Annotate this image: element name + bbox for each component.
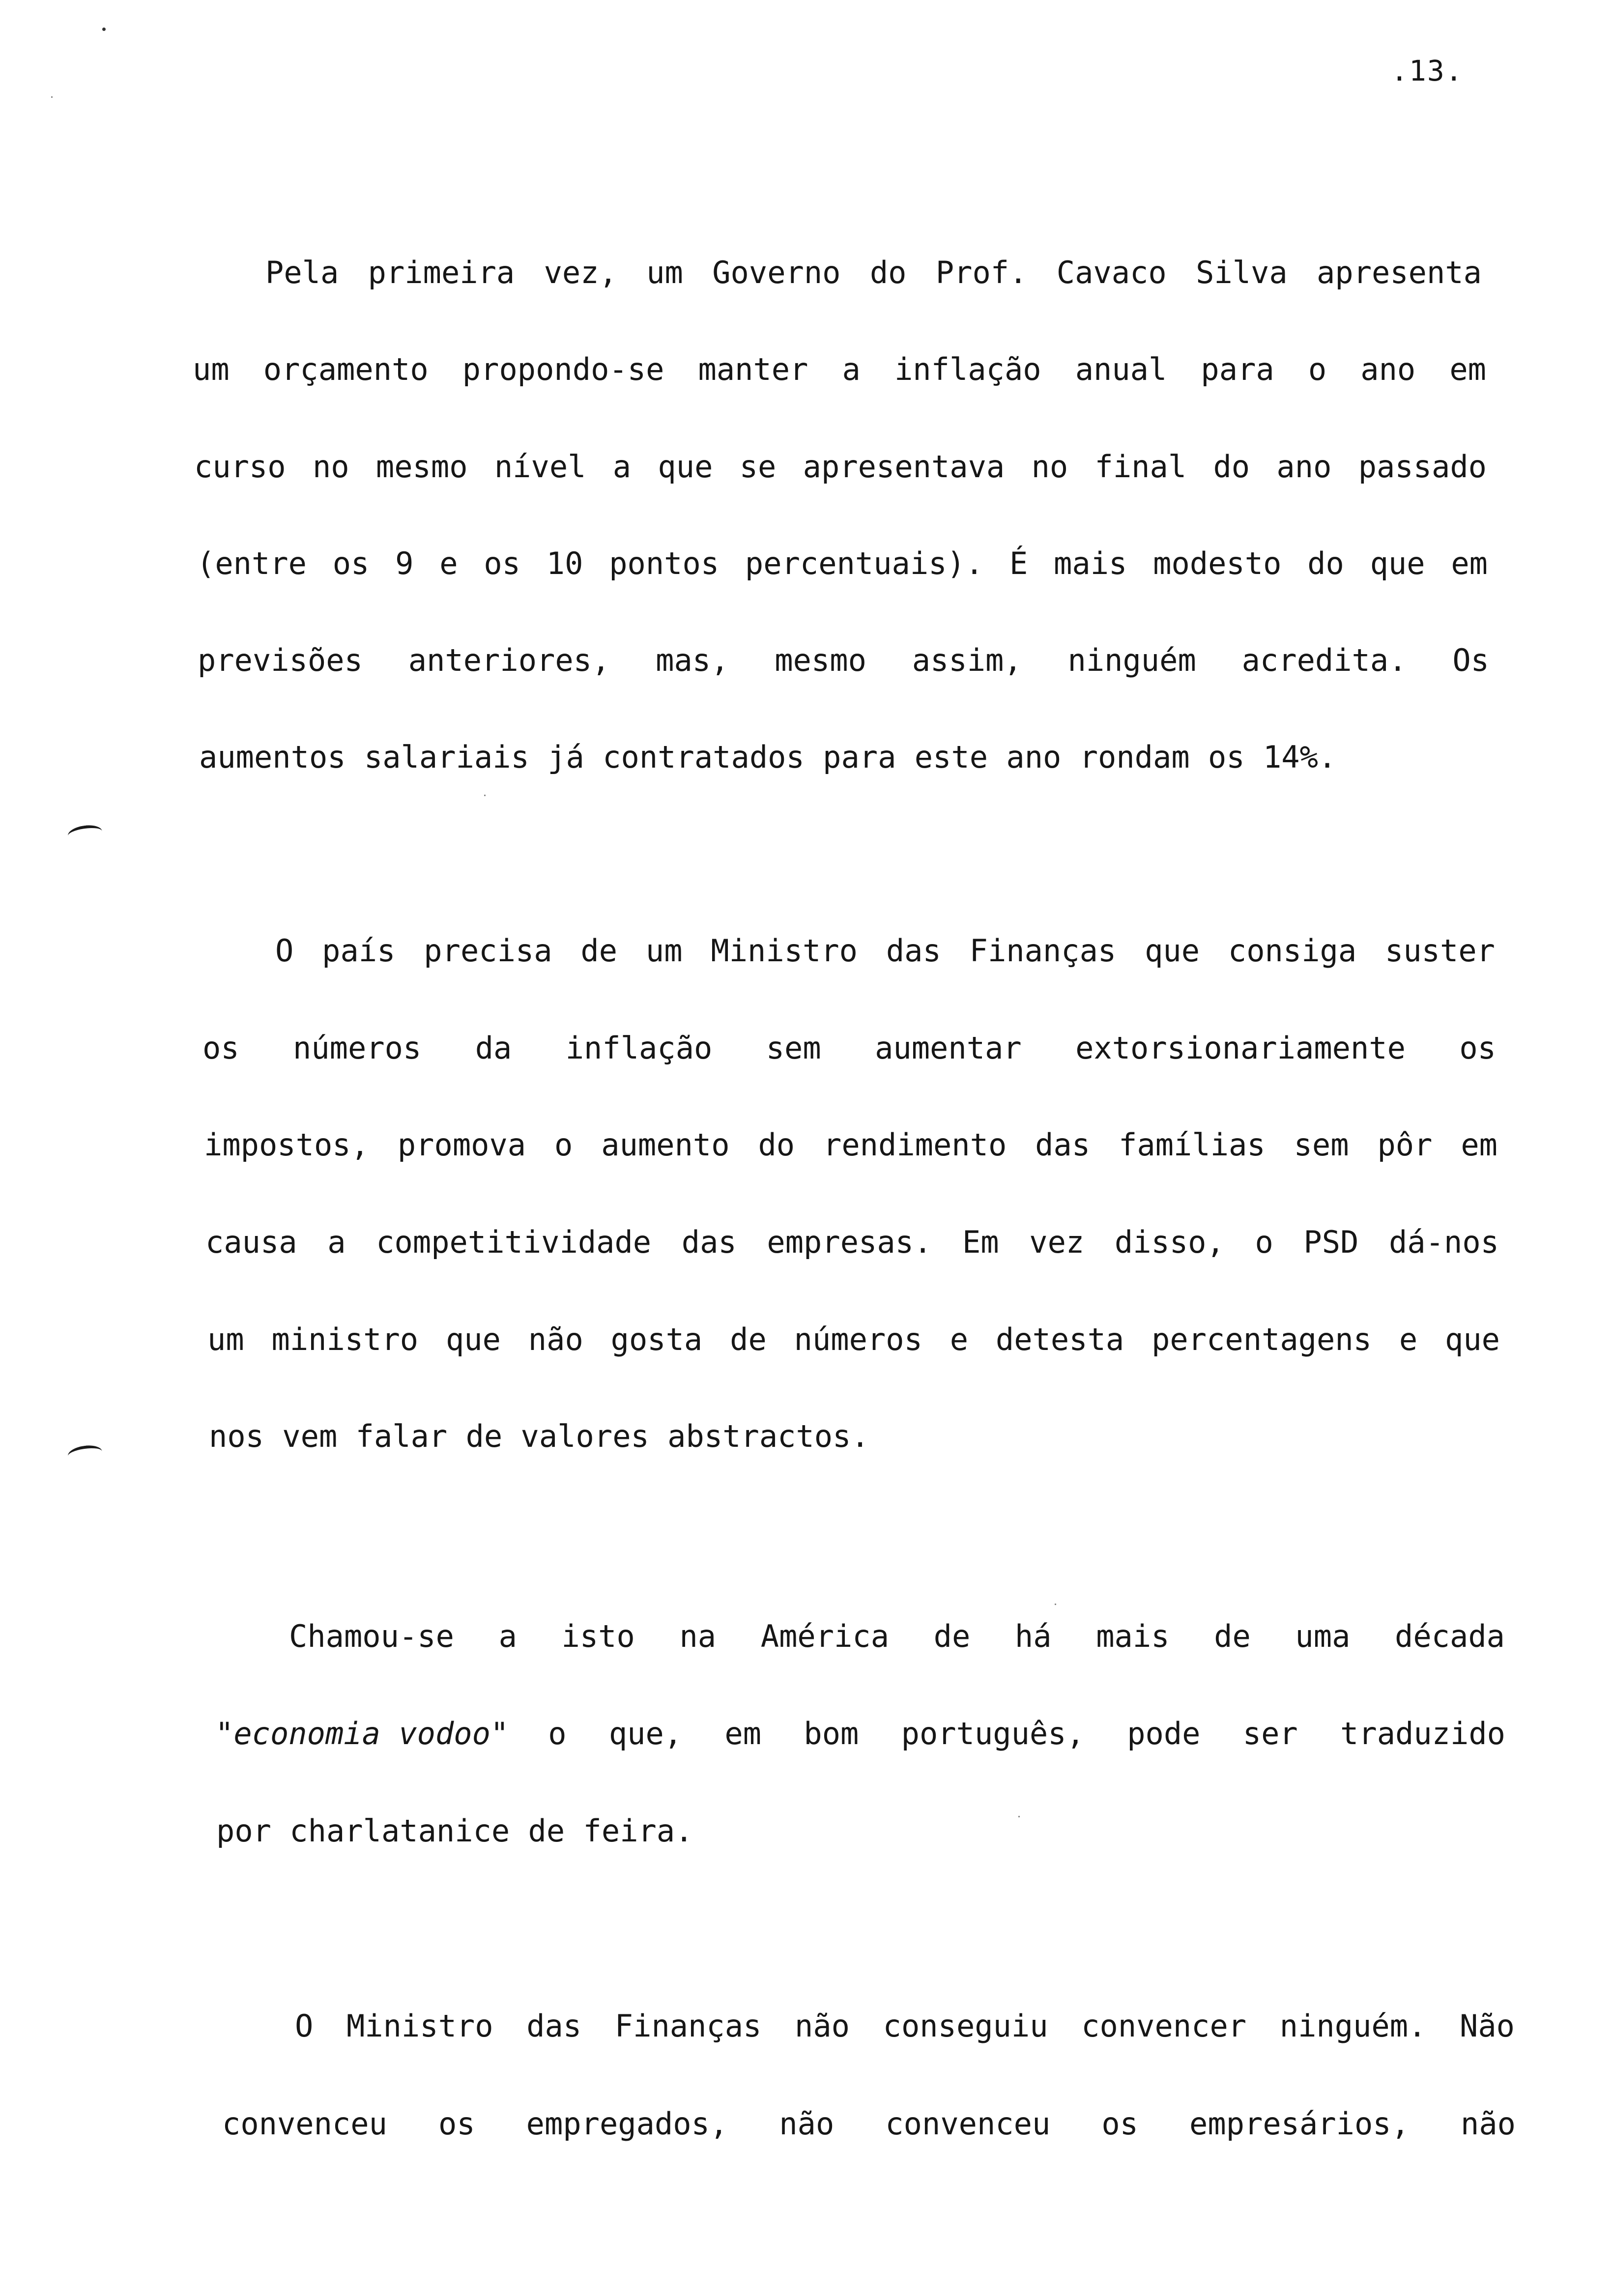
binder-mark [67,1443,103,1464]
text-line: aumentos salariais já contratados para este ano rondam os 14%. [199,739,1337,775]
text-line: (entre os 9 e os 10 pontos percentuais). É mais modesto do que em [197,545,1488,581]
text-line: um ministro que não gosta de números e detesta percentagens e que [207,1321,1500,1357]
italic-phrase: "economia vodoo" [215,1716,509,1751]
text-line: os números da inflação sem aumentar extorsionariamente os [202,1030,1496,1066]
binder-mark [67,823,103,843]
text-line: por charlatanice de feira. [216,1813,693,1849]
text-line: previsões anteriores, mas, mesmo assim, ninguém acredita. Os [198,642,1489,678]
text-line: O país precisa de um Ministro das Finanças que consiga suster [275,933,1495,969]
scan-speck [1055,1604,1056,1605]
text-line: um orçamento propondo-se manter a inflação anual para o ano em [193,351,1486,387]
text-line: convenceu os empregados, não convenceu os empresários, não [222,2106,1516,2142]
scan-speck [1018,1816,1020,1817]
text-line: O Ministro das Finanças não conseguiu convencer ninguém. Não [295,2008,1515,2044]
text-line: Pela primeira vez, um Governo do Prof. Cavaco Silva apresenta [265,255,1482,290]
scan-speck [484,795,486,796]
text-line: Chamou-se a isto na América de há mais de uma década [289,1618,1505,1654]
text-line: curso no mesmo nível a que se apresentava no final do ano passado [194,449,1487,485]
page-number: .13. [1391,54,1464,87]
scan-speck [51,96,53,98]
scan-speck [102,28,106,31]
text-line: causa a competitividade das empresas. Em vez disso, o PSD dá-nos [205,1224,1499,1260]
text-line: impostos, promova o aumento do rendimento das famílias sem pôr em [204,1127,1497,1163]
text-line [215,1714,1505,1753]
text-line: nos vem falar de valores abstractos. [209,1418,869,1454]
text-line-rest: o que, em bom português, pode ser traduzido [548,1716,1505,1751]
